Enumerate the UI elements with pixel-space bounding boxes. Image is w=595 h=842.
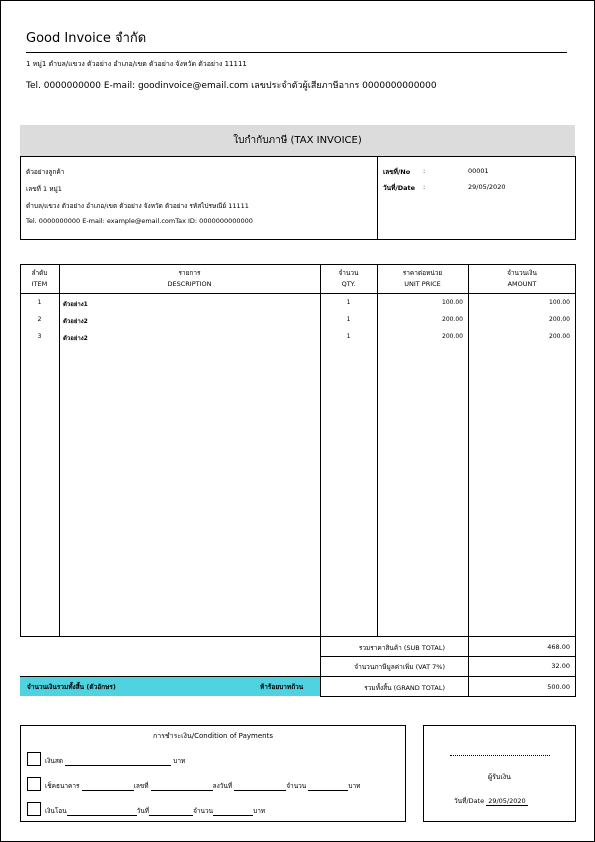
transfer-option [45,806,265,816]
transfer-checkbox[interactable] [27,802,41,816]
doc-no-value: 00001 [468,167,489,175]
customer-address-line2: ตำบล/แขวง ตัวอย่าง อำเภอ/เขต ตัวอย่าง จังหวัด ตัวอย่าง รหัสไปรษณีย์ 11111 [26,202,249,210]
receiver-label: ผู้รับเงิน [488,773,511,781]
totals-right-border [575,637,576,696]
header-amount [468,268,576,290]
col-divider-unit-price [468,264,469,696]
cheque-label: เช็คธนาคาร [45,782,80,790]
row1-item: 1 [37,299,42,306]
doc-date-colon: : [423,183,426,191]
header-amount-th: จำนวนเงิน [507,269,537,277]
cheque-option [45,781,360,791]
header-item-en: ITEM [31,280,48,288]
row1-amount: 100.00 [549,299,570,306]
doc-no-label: เลขที่/No [383,168,411,176]
signature-date-value[interactable]: 29/05/2020 [488,797,526,805]
amount-in-words-bar [20,677,320,696]
col-divider-description [320,264,321,696]
grand-total-value: 500.00 [547,683,570,691]
header-item-th: ลำดับ [31,269,48,277]
row1-unit-price: 100.00 [442,299,463,306]
cheque-date-label: ลงวันที่ [212,782,233,790]
company-name: Good Invoice จำกัด [26,31,147,46]
header-divider [26,52,567,53]
customer-box [20,156,576,240]
cheque-bank-field[interactable] [82,783,134,791]
transfer-label: เงินโอน [45,807,67,815]
row2-description: ตัวอย่าง2 [63,318,88,325]
transfer-amount-label: จำนวน [193,807,214,815]
row3-unit-price: 200.00 [442,333,463,340]
grand-total-label: รวมทั้งสิ้น (GRAND TOTAL) [364,684,445,692]
cheque-date-field[interactable] [234,783,286,791]
cheque-amount-field[interactable] [308,783,348,791]
header-description [59,268,320,290]
header-qty-th: จำนวน [338,269,359,277]
customer-address-line1: เลขที่ 1 หมู่1 [26,185,62,193]
signature-date [454,796,528,806]
row2-qty: 1 [346,316,351,323]
doc-no-colon: : [423,167,426,175]
header-description-en: DESCRIPTION [167,280,212,288]
subtotal-label: รวมราคาสินค้า (SUB TOTAL) [358,644,445,652]
amount-in-words-value: ห้าร้อยบาทถ้วน [260,683,304,691]
payment-title: การชำระเงิน/Condition of Payments [153,732,273,740]
header-item [20,268,59,290]
transfer-date-field[interactable] [149,808,193,816]
row3-qty: 1 [346,333,351,340]
cheque-checkbox[interactable] [27,777,41,791]
row2-unit-price: 200.00 [442,316,463,323]
row2-amount: 200.00 [549,316,570,323]
header-unit-price-th: ราคาต่อหน่วย [402,269,443,277]
cash-checkbox[interactable] [27,752,41,766]
header-unit-price-en: UNIT PRICE [404,280,441,288]
cheque-amount-label: จำนวน [286,782,307,790]
customer-box-divider [377,156,378,240]
header-description-th: รายการ [178,269,201,277]
doc-date-label: วันที่/Date [383,184,416,192]
totals-divider-1 [320,656,576,657]
header-qty-en: QTY. [341,280,356,288]
cash-label: เงินสด [45,757,64,765]
cash-option [45,756,185,766]
transfer-bank-field[interactable] [67,808,137,816]
cheque-baht: บาท [348,782,361,790]
transfer-amount-field[interactable] [213,808,253,816]
header-amount-en: AMOUNT [507,280,537,288]
header-unit-price [377,268,468,290]
vat-label: จำนวนภาษีมูลค่าเพิ่ม (VAT 7%) [354,663,445,671]
company-contact: Tel. 0000000000 E-mail: goodinvoice@email.com เลขประจำตัวผู้เสียภาษีอากร 0000000000000 [26,81,437,91]
doc-date-value: 29/05/2020 [468,183,506,191]
amount-in-words-label: จำนวนเงินรวมทั้งสิ้น (ตัวอักษร) [27,683,116,691]
subtotal-value: 468.00 [547,643,570,651]
header-qty [320,268,377,290]
document-title: ใบกำกับภาษี (TAX INVOICE) [20,125,575,156]
cash-amount-field[interactable] [65,758,171,766]
company-address: 1 หมู่1 ตำบล/แขวง ตัวอย่าง อำเภอ/เขต ตัวอย่าง จังหวัด ตัวอย่าง 11111 [26,60,247,68]
cheque-no-field[interactable] [151,783,213,791]
row1-description: ตัวอย่าง1 [63,301,88,308]
customer-contact: Tel. 0000000000 E-mail: example@email.comTax ID: 0000000000000 [26,217,253,225]
signature-line[interactable] [450,755,550,756]
row3-amount: 200.00 [549,333,570,340]
cheque-no-label: เลขที่ [133,782,149,790]
totals-bottom-border [320,696,576,697]
row3-description: ตัวอย่าง2 [63,335,88,342]
transfer-baht: บาท [253,807,266,815]
col-divider-item [59,264,60,637]
vat-value: 32.00 [551,662,570,670]
signature-date-label: วันที่/Date [454,797,485,805]
row1-qty: 1 [346,299,351,306]
row2-item: 2 [37,316,42,323]
transfer-date-label: วันที่ [136,807,150,815]
cash-baht: บาท [173,757,186,765]
header-row-divider [20,293,576,294]
customer-name: ตัวอย่างลูกค้า [26,168,65,176]
row3-item: 3 [37,333,42,340]
